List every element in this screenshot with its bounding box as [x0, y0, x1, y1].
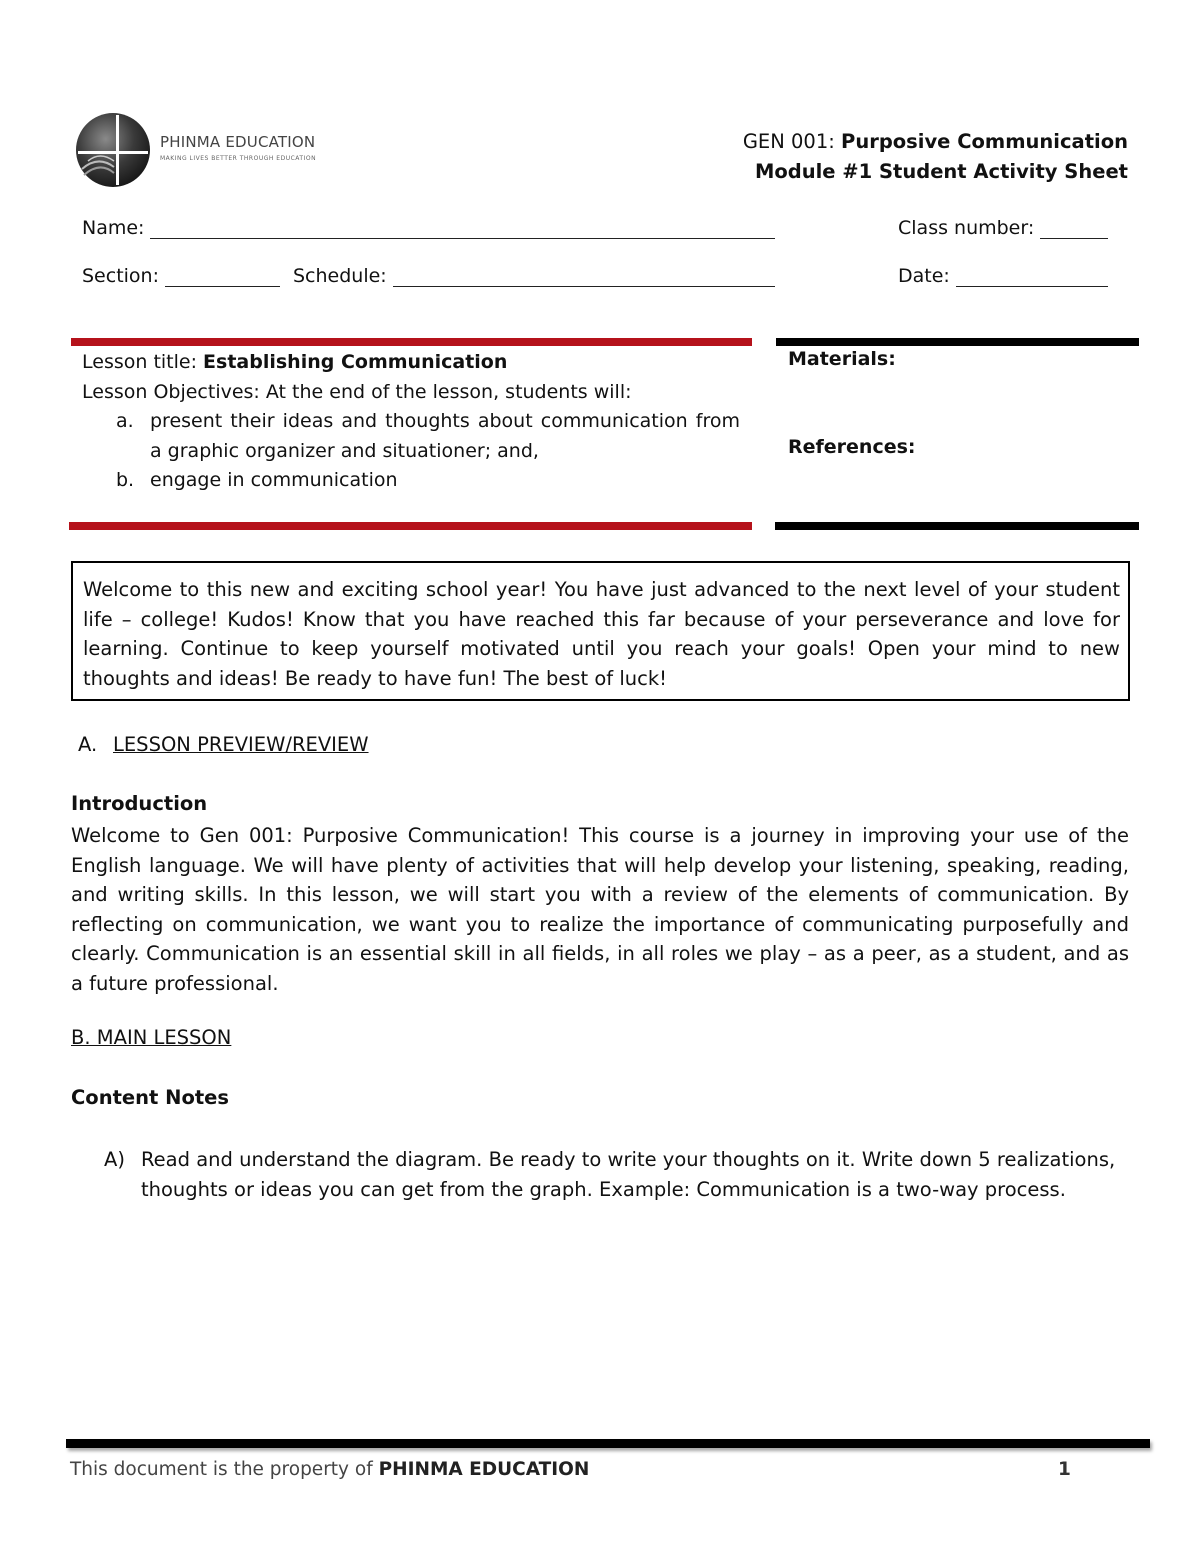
- course-name: Purposive Communication: [841, 130, 1128, 153]
- name-blank[interactable]: [150, 220, 775, 239]
- materials-label: Materials:: [788, 348, 896, 370]
- name-label: Name:: [82, 217, 145, 239]
- footer-owner: PHINMA EDUCATION: [378, 1459, 590, 1480]
- objective-item: [82, 466, 740, 496]
- course-title: [743, 130, 1128, 153]
- objective-text: engage in communication: [150, 469, 398, 491]
- lesson-title-value: Establishing Communication: [203, 351, 508, 373]
- bottom-black-divider: [775, 522, 1139, 530]
- date-blank[interactable]: [956, 268, 1108, 287]
- page-number: 1: [1058, 1459, 1071, 1480]
- date-field: [898, 265, 1108, 287]
- welcome-text: Welcome to this new and exciting school year! You have just advanced to the next level of your student life – college! Kudos! Know that you have reached this far because of your perseverance and love for learning. Continue to keep yourself motivated until you reach your goals! Open your mind to new thoughts and ideas! Be ready to have fun! The best of luck!: [83, 578, 1120, 691]
- logo-tagline: MAKING LIVES BETTER THROUGH EDUCATION: [160, 155, 317, 162]
- bottom-red-divider: [69, 522, 752, 530]
- class-number-label: Class number:: [898, 217, 1035, 239]
- content-note-text: Read and understand the diagram. Be ready to write your thoughts on it. Write down 5 realizations, thoughts or ideas you can get from the graph. Example: Communication is a two-way process.: [141, 1148, 1116, 1201]
- introduction-body: Welcome to Gen 001: Purposive Communication! This course is a journey in improving your use of the English language. We will have plenty of activities that will help develop your listening, speaking, reading, and writing skills. In this lesson, we will start you with a review of the elements of communication. By reflecting on communication, we want you to realize the importance of communicating purposefully and clearly. Communication is an essential skill in all fields, in all roles we play – as a peer, as a student, and as a future professional.: [71, 824, 1129, 995]
- section-a-title: LESSON PREVIEW/REVIEW: [113, 733, 369, 756]
- footer-statement: This document is the property of: [70, 1459, 379, 1480]
- course-code: GEN 001:: [742, 130, 842, 153]
- section-blank[interactable]: [165, 268, 280, 287]
- schedule-field: [293, 265, 775, 287]
- section-label: Section:: [82, 265, 159, 287]
- schedule-blank[interactable]: [393, 268, 775, 287]
- section-a-heading: [78, 733, 369, 756]
- class-number-blank[interactable]: [1040, 220, 1108, 239]
- footer-text: [70, 1459, 589, 1480]
- logo-name: PHINMA EDUCATION: [160, 133, 316, 151]
- section-b-heading: B. MAIN LESSON: [71, 1026, 232, 1049]
- class-number-field: [898, 217, 1108, 239]
- objective-item: [82, 407, 740, 466]
- objective-marker: a.: [116, 410, 134, 432]
- objective-text: present their ideas and thoughts about communication from a graphic organizer and situationer; and,: [150, 410, 740, 462]
- phinma-logo-icon: [74, 111, 152, 189]
- schedule-label: Schedule:: [293, 265, 387, 287]
- introduction-heading: Introduction: [71, 792, 208, 815]
- date-label: Date:: [898, 265, 950, 287]
- section-field: [82, 265, 280, 287]
- content-notes-heading: Content Notes: [71, 1086, 229, 1109]
- objective-marker: b.: [116, 469, 135, 491]
- top-black-divider: [776, 338, 1139, 346]
- references-label: References:: [788, 436, 916, 458]
- module-title: Module #1 Student Activity Sheet: [754, 160, 1128, 183]
- welcome-box: [71, 561, 1130, 701]
- lesson-objectives-intro: Lesson Objectives: At the end of the lesson, students will:: [82, 380, 632, 403]
- content-note-marker: A): [104, 1148, 125, 1171]
- lesson-title-label: Lesson title:: [82, 351, 204, 373]
- name-field: [82, 217, 775, 239]
- footer-divider: [66, 1439, 1150, 1448]
- top-red-divider: [71, 338, 752, 346]
- lesson-info: [82, 348, 740, 496]
- content-note-item: [104, 1145, 1132, 1204]
- section-a-label: A.: [78, 733, 98, 756]
- lesson-title: [82, 348, 740, 378]
